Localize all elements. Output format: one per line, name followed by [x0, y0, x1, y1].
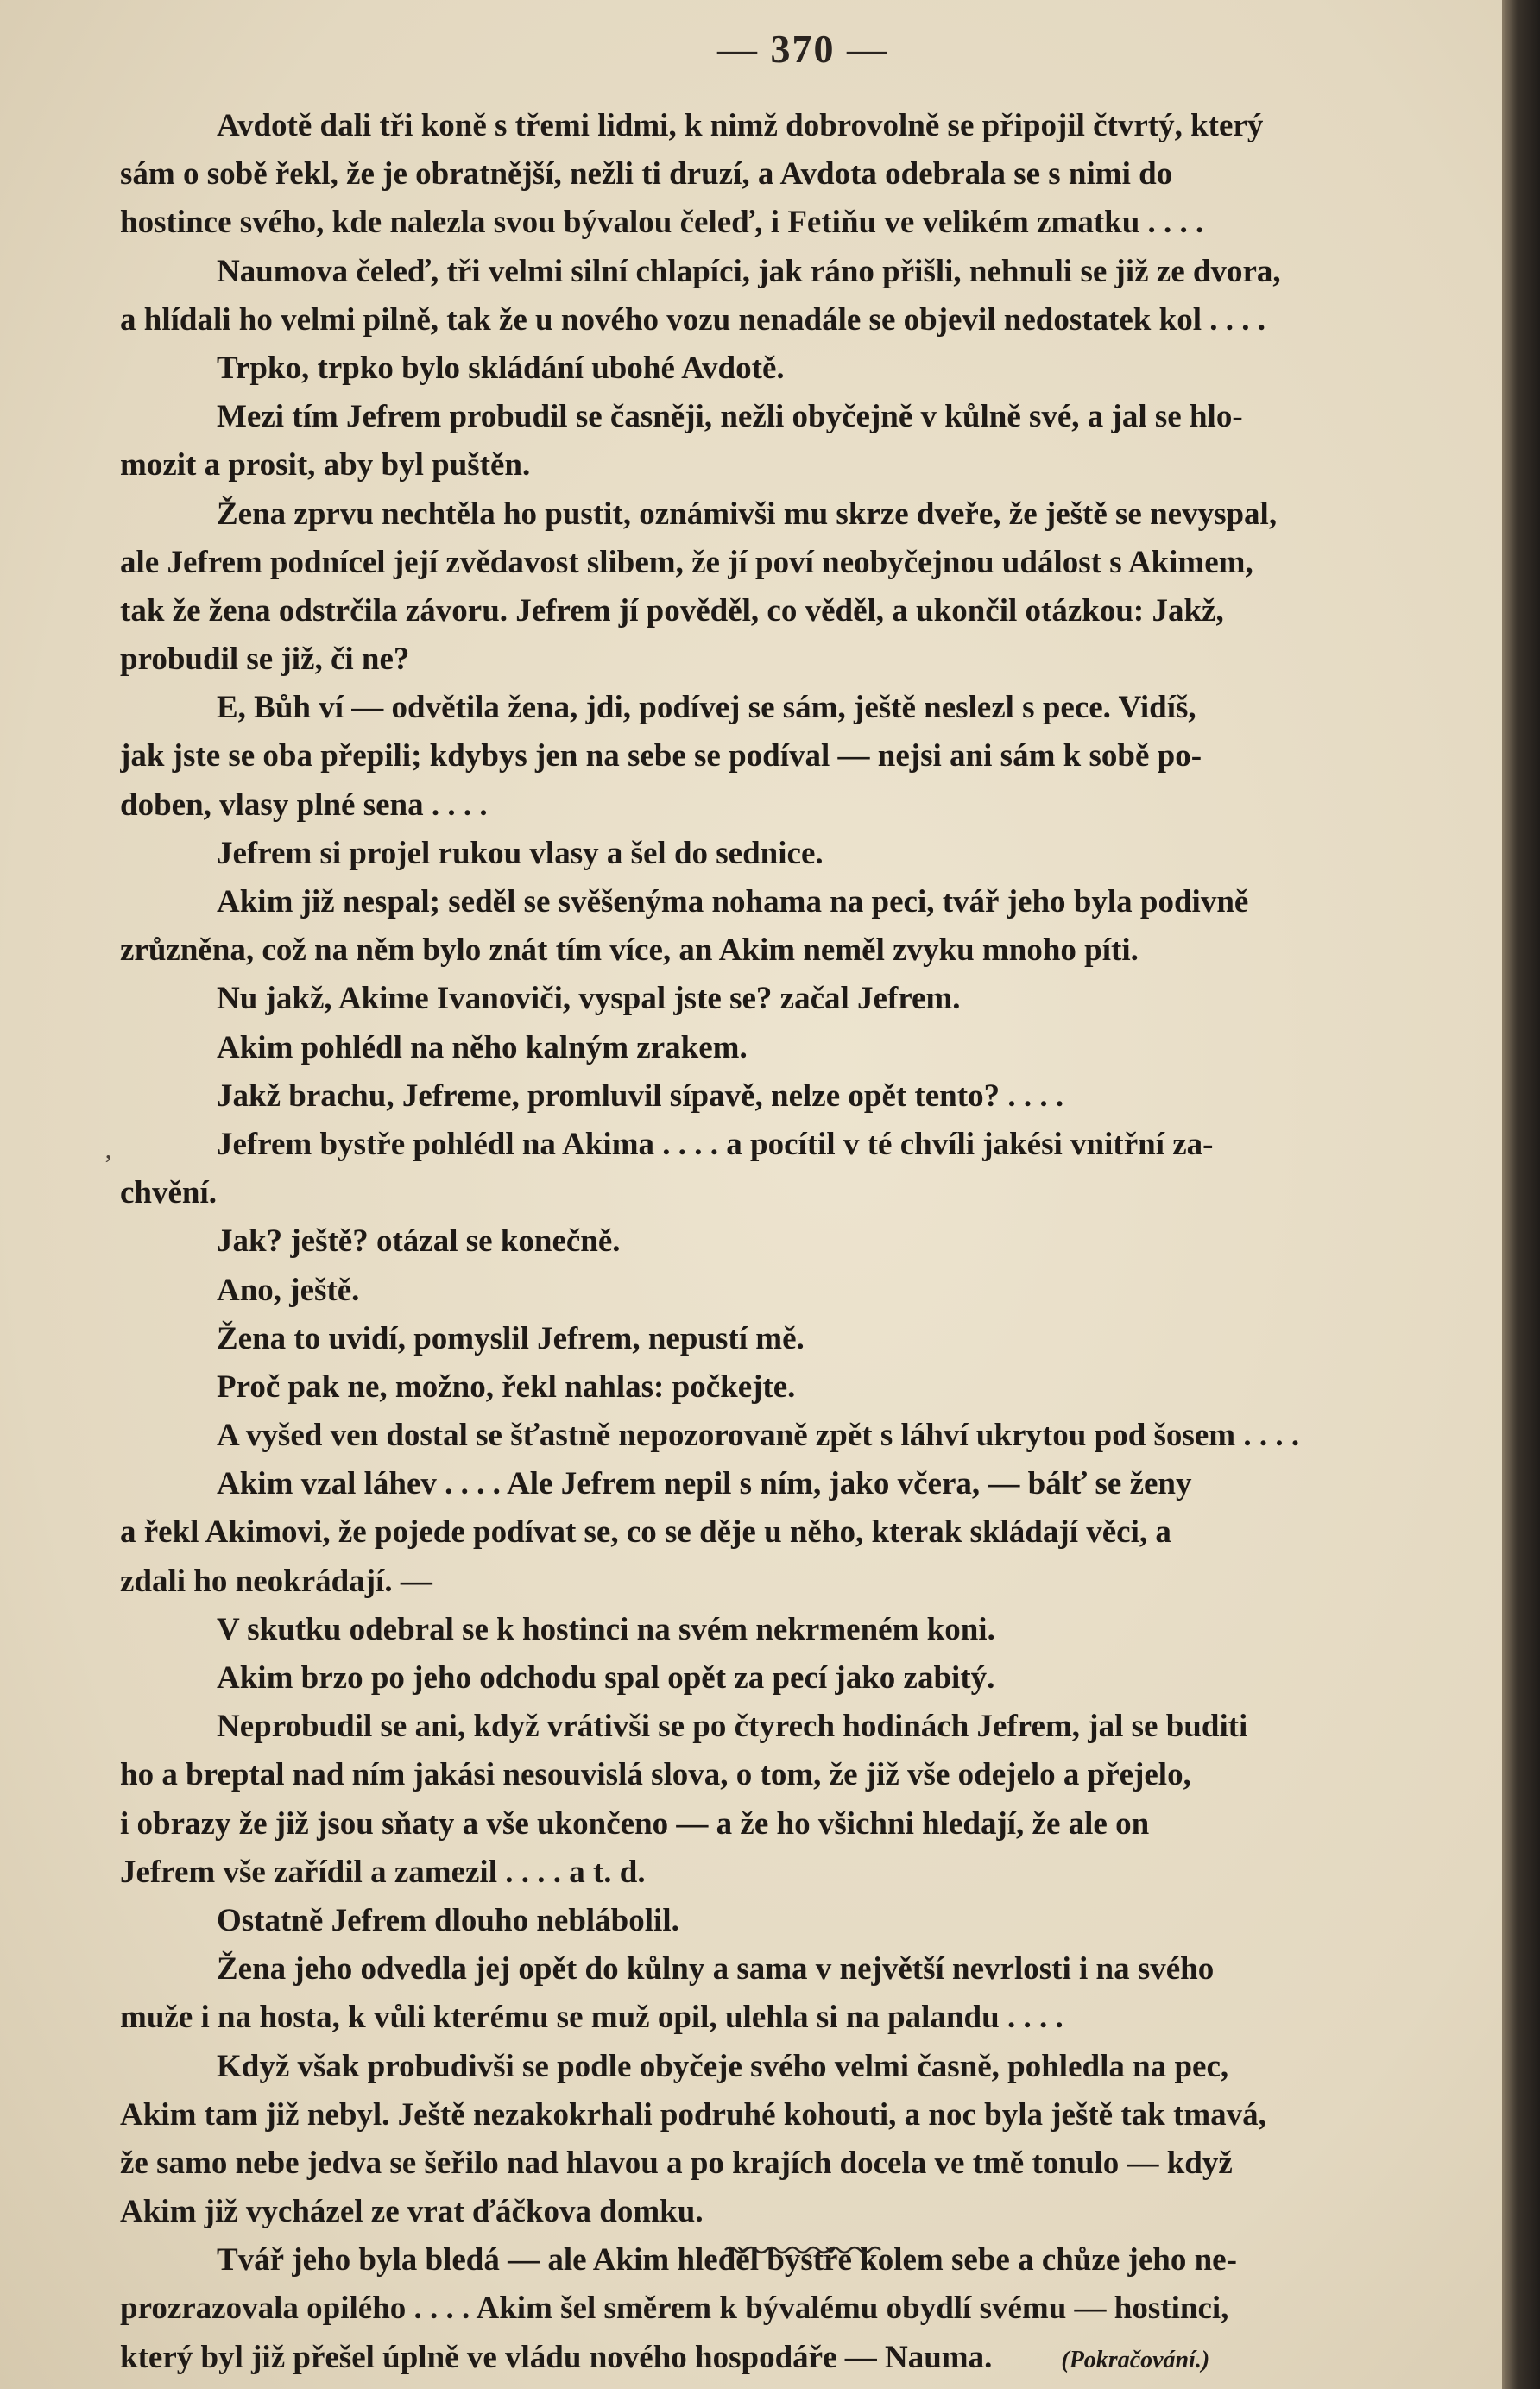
text-line: Žena zprvu nechtěla ho pustit, oznámivši mu skrze dveře, že ještě se nevyspal, [217, 496, 1278, 532]
text-line: muže i na hosta, k vůli kterému se muž opil, ulehla si na palandu . . . . [120, 2000, 1063, 2036]
text-line: Jefrem vše zařídil a zamezil . . . . a t. d. [120, 1854, 646, 1890]
text-line: ho a breptal nad ním jakási nesouvislá slova, o tom, že již vše odejelo a přejelo, [120, 1757, 1191, 1793]
text-line: tak že žena odstrčila závoru. Jefrem jí pověděl, co věděl, a ukončil otázkou: Jakž, [120, 592, 1224, 629]
text-line: V skutku odebral se k hostinci na svém nekrmeném koni. [217, 1611, 995, 1647]
text-line: Nu jakž, Akime Ivanoviči, vyspal jste se? začal Jefrem. [217, 981, 961, 1017]
text-line: Žena to uvidí, pomyslil Jefrem, nepustí mě. [217, 1320, 805, 1356]
text-line: Akim vzal láhev . . . . Ale Jefrem nepil s ním, jako včera, — bálť se ženy [217, 1466, 1192, 1502]
text-line: Jefrem bystře pohlédl na Akima . . . . a pocítil v té chvíli jakési vnitřní za- [217, 1126, 1214, 1162]
text-line: Ano, ještě. [217, 1272, 360, 1308]
text-line: Akim již nespal; seděl se svěšenýma nohama na peci, tvář jeho byla podivně [217, 884, 1249, 920]
text-line: A vyšed ven dostal se šťastně nepozorovaně zpět s láhví ukrytou pod šosem . . . . [217, 1418, 1300, 1454]
text-line: Ostatně Jefrem dlouho neblábolil. [217, 1902, 679, 1938]
text-line: ale Jefrem podnícel její zvědavost slibem, že jí poví neobyčejnou událost s Akimem, [120, 544, 1253, 580]
text-line: Mezi tím Jefrem probudil se časněji, nežli obyčejně v kůlně své, a jal se hlo- [217, 399, 1243, 435]
text-line: Jefrem si projel rukou vlasy a šel do sednice. [217, 835, 824, 871]
text-line: zdali ho neokrádají. — [120, 1563, 432, 1599]
page-number: — 370 — [717, 27, 888, 71]
text-line: chvění. [120, 1175, 218, 1211]
continuation-note: (Pokračování.) [1061, 2346, 1210, 2373]
text-line: zrůzněna, což na něm bylo znát tím více, an Akim neměl zvyku mnoho píti. [120, 932, 1139, 969]
text-line: probudil se již, či ne? [120, 641, 410, 678]
text-line: i obrazy že již jsou sňaty a vše ukončeno — a že ho všichni hledají, že ale on [120, 1805, 1150, 1842]
book-edge-shadow [1502, 0, 1540, 2389]
text-line: a hlídali ho velmi pilně, tak že u nového vozu nenadále se objevil nedostatek kol . . . . [120, 301, 1265, 338]
text-line last-line [120, 2334, 1493, 2382]
text-line: jak jste se oba přepili; kdybys jen na sebe se podíval — nejsi ani sám k sobě po- [120, 738, 1202, 774]
text-line: doben, vlasy plné sena . . . . [120, 787, 488, 823]
body-text [120, 102, 1493, 2382]
text-line: Akim pohlédl na něho kalným zrakem. [217, 1029, 748, 1065]
text-line: Jak? ještě? otázal se konečně. [217, 1223, 621, 1260]
text-line: Neprobudil se ani, když vrátivši se po čtyrech hodinách Jefrem, jal se buditi [217, 1709, 1248, 1745]
text-line: že samo nebe jedva se šeřilo nad hlavou a po krajích docela ve tmě tonulo — když [120, 2145, 1233, 2181]
text-line: Avdotě dali tři koně s třemi lidmi, k nimž dobrovolně se připojil čtvrtý, který [217, 108, 1264, 143]
text-line: Žena jeho odvedla jej opět do kůlny a sama v největší nevrlosti i na svého [217, 1951, 1215, 1988]
text-line: Když však probudivši se podle obyčeje svého velmi časně, pohledla na pec, [217, 2048, 1229, 2084]
text-line: Akim brzo po jeho odchodu spal opět za pecí jako zabitý. [217, 1660, 995, 1696]
text-line: Tvář jeho byla bledá — ale Akim hleděl bystře kolem sebe a chůze jeho ne- [217, 2242, 1237, 2278]
text-line: Naumova čeleď, tři velmi silní chlapíci, jak ráno přišli, nehnuli se již ze dvora, [217, 253, 1281, 289]
text-line: Jakž brachu, Jefreme, promluvil sípavě, nelze opět tento? . . . . [217, 1078, 1064, 1114]
text-line: prozrazovala opilého . . . . Akim šel směrem k bývalému obydlí svému — hostinci, [120, 2291, 1229, 2327]
text-line-content: který byl již přešel úplně ve vládu nového hospodáře — Nauma. [120, 2339, 993, 2375]
text-line: Akim již vycházel ze vrat ďáčkova domku. [120, 2194, 704, 2230]
text-line: Proč pak ne, možno, řekl nahlas: počkejte. [217, 1368, 796, 1405]
text-line: mozit a prosit, aby byl puštěn. [120, 447, 531, 483]
margin-mark: ʼ [104, 1148, 113, 1179]
text-line: a řekl Akimovi, že pojede podívat se, co se děje u něho, kterak skládají věci, a [120, 1514, 1171, 1551]
text-line: E, Bůh ví — odvětila žena, jdi, podívej se sám, ještě neslezl s pece. Vidíš, [217, 690, 1196, 726]
text-line: hostince svého, kde nalezla svou bývalou čeleď, i Fetiňu ve velikém zmatku . . . . [120, 205, 1204, 241]
text-line: sám o sobě řekl, že je obratnější, nežli ti druzí, a Avdota odebrala se s nimi do [120, 156, 1173, 193]
text-line: Trpko, trpko bylo skládání ubohé Avdotě. [217, 350, 785, 386]
text-line: Akim tam již nebyl. Ještě nezakokrhali podruhé kohouti, a noc byla ještě tak tmavá, [120, 2096, 1266, 2133]
end-flourish-ornament [723, 2241, 887, 2259]
